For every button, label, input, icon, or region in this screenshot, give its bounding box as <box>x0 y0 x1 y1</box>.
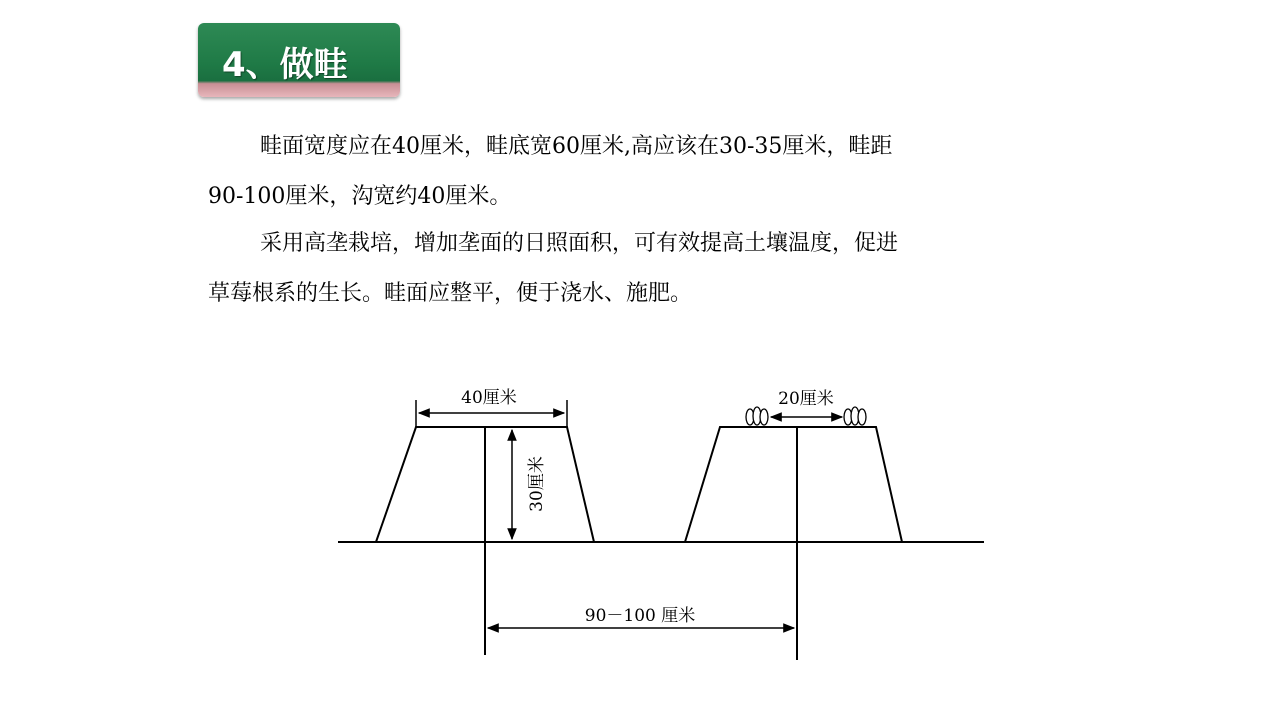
plant-spacing-label: 20厘米 <box>778 389 834 409</box>
paragraph-line: 90-100厘米，沟宽约40厘米。 <box>208 184 512 209</box>
right-ridge <box>685 427 902 542</box>
top-width-label: 40厘米 <box>461 388 517 408</box>
paragraph-line: 采用高垄栽培，增加垄面的日照面积，可有效提高土壤温度，促进 <box>260 231 899 256</box>
paragraph-dimensions <box>208 122 1048 222</box>
paragraph-benefits <box>208 219 1048 319</box>
paragraph-line: 草莓根系的生长。畦面应整平，便于浇水、施肥。 <box>208 281 693 306</box>
section-title-badge <box>198 23 400 97</box>
paragraph-line: 畦面宽度应在40厘米，畦底宽60厘米,高应该在30-35厘米，畦距 <box>260 134 893 159</box>
height-label: 30厘米 <box>527 456 547 512</box>
left-ridge <box>376 427 594 542</box>
row-spacing-label: 90－100 厘米 <box>584 606 696 626</box>
plant-icon-left <box>746 407 768 425</box>
plant-icon-right <box>844 407 866 425</box>
section-title: 4、做畦 <box>222 45 348 85</box>
